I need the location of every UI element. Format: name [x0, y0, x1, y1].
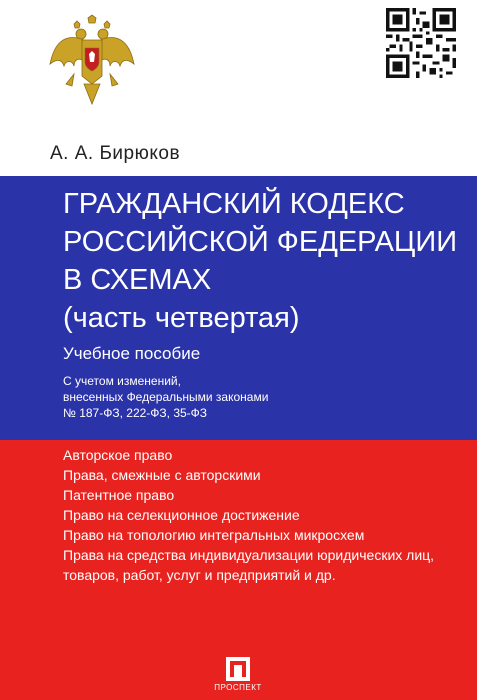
- topic-item: Право на топологию интегральных микросхем: [63, 527, 365, 543]
- qr-code-icon: [386, 8, 456, 78]
- topic-item: Права на средства индивидуализации юридических лиц,: [63, 547, 435, 563]
- topic-item: Права, смежные с авторскими: [63, 467, 261, 483]
- topic-item: Патентное право: [63, 487, 175, 503]
- topic-item: товаров, работ, услуг и предприятий и др.: [63, 567, 336, 583]
- publisher-name: ПРОСПЕКТ: [214, 683, 262, 692]
- title-line-4: (часть четвертая): [63, 302, 300, 334]
- title-line-3: В СХЕМАХ: [63, 264, 212, 296]
- amendments-note-line-3: № 187-ФЗ, 222-ФЗ, 35-ФЗ: [63, 406, 208, 420]
- topics-list: [63, 445, 434, 585]
- russian-coat-of-arms-icon: [44, 14, 140, 110]
- amendments-note-line-1: С учетом изменений,: [63, 374, 181, 388]
- topic-item: Авторское право: [63, 447, 173, 463]
- subtitle: Учебное пособие: [63, 344, 201, 363]
- amendments-note-line-2: внесенных Федеральными законами: [63, 390, 269, 404]
- title-line-1: ГРАЖДАНСКИЙ КОДЕКС: [63, 188, 405, 220]
- author-name: А. А. Бирюков: [50, 143, 181, 164]
- topic-item: Право на селекционное достижение: [63, 507, 300, 523]
- title-line-2: РОССИЙСКОЙ ФЕДЕРАЦИИ: [63, 226, 458, 258]
